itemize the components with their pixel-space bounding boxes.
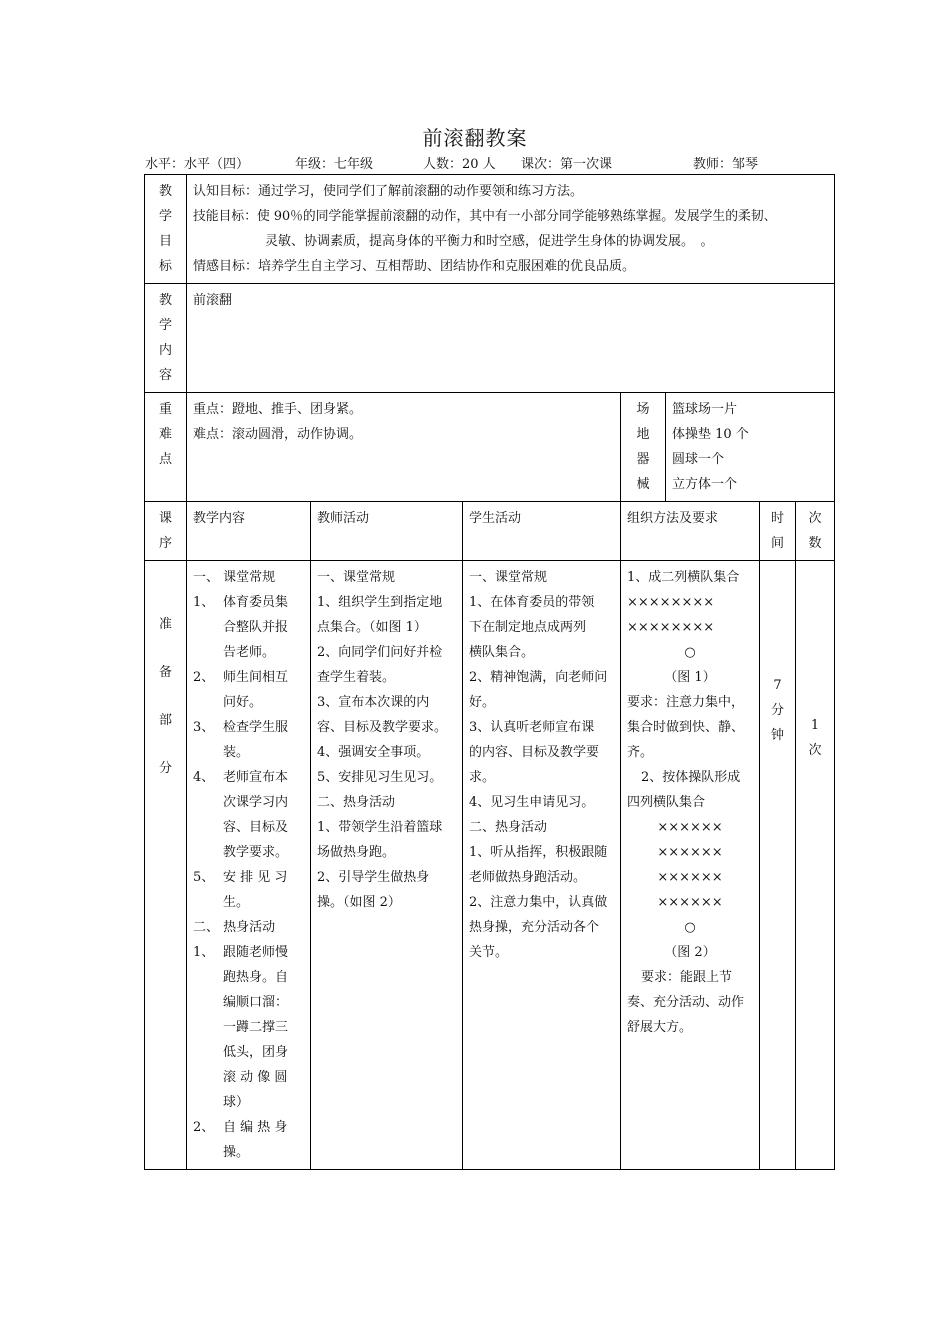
list-item: 1、 跟随老师慢 跑热身。自 编顺口溜： 一蹲二撑三 低头，团身 滚 动 像 圆 球）	[193, 945, 289, 1110]
hard-point: 难点：滚动圆滑，动作协调。	[193, 427, 363, 442]
difficulty-row	[145, 393, 835, 502]
cognitive-goal: 认知目标：通过学习，使同学们了解前滚翻的动作要领和练习方法。	[193, 184, 584, 199]
goals-row	[145, 175, 835, 284]
figure-caption: （图 1）	[664, 670, 716, 685]
list-item: 1、 体育委员集 合整队并报 告老师。	[193, 595, 289, 660]
venue-item: 立方体一个	[672, 477, 738, 492]
venue-item: 圆球一个	[672, 452, 725, 467]
skill-goal-line2: 灵敏、协调素质，提高身体的平衡力和时空感，促进学生身体的协调发展。 。	[265, 234, 714, 249]
list-item: 2、 师生间相互 问好。	[193, 670, 289, 710]
skill-goal-line1: 技能目标：使 90％的同学能掌握前滚翻的动作，其中有一小部分同学能够熟练掌握。发展学生的柔韧、	[193, 209, 777, 224]
venue-item: 体操垫 10 个	[672, 427, 749, 442]
prep-section-heading: 一、 课堂常规	[193, 570, 276, 585]
prep-times-cell: 1 次	[796, 561, 835, 1170]
prep-row	[145, 561, 835, 1170]
content-row	[145, 284, 835, 393]
teacher-position-icon: ○	[684, 645, 696, 660]
key-point: 重点：蹬地、推手、团身紧。	[193, 402, 363, 417]
header-times: 次 数	[796, 502, 835, 561]
venue-item: 篮球场一片	[672, 402, 738, 417]
lesson-plan-table	[144, 174, 835, 1170]
header-student: 学生活动	[463, 502, 621, 561]
header-row	[145, 502, 835, 561]
formation-2-title: 2、按体操队形成	[641, 770, 741, 785]
formation-row: ××××××××	[627, 620, 715, 635]
header-time: 时 间	[760, 502, 796, 561]
header-order: 课 序	[145, 502, 187, 561]
meta-count: 人数：20 人	[423, 157, 496, 172]
prep-label: 准 备 部 分	[145, 561, 187, 1170]
goals-label: 教 学 目 标	[145, 175, 187, 284]
header-org: 组织方法及要求	[621, 502, 760, 561]
content-text: 前滚翻	[193, 293, 233, 308]
header-teacher: 教师活动	[311, 502, 463, 561]
venue-label: 场 地 器 械	[621, 393, 666, 502]
meta-lesson: 课次：第一次课	[521, 157, 613, 172]
meta-grade: 年级：七年级	[295, 157, 374, 172]
formation-row: ××××××××	[627, 595, 715, 610]
difficulty-label: 重 难 点	[145, 393, 187, 502]
venue-cell	[666, 393, 835, 502]
prep-time-cell: 7 分 钟	[760, 561, 796, 1170]
emotion-goal: 情感目标：培养学生自主学习、互相帮助、团结协作和克服困难的优良品质。	[193, 259, 636, 274]
teacher-position-icon: ○	[684, 920, 696, 935]
formation-row: ××××××	[657, 845, 723, 860]
formation-row: ××××××	[657, 820, 723, 835]
meta-level: 水平：水平（四）	[145, 157, 250, 172]
prep-teacher-cell: 一、课堂常规 1、组织学生到指定地 点集合。（如图 1） 2、向同学们问好并检 查学生着装。 3、宣布本次课的内 容、目标及教学要求。 4、强调安全事项。 5、安排见习生见习。 二、热身活动 1、带领学生沿着篮球 场做热身跑。 2、引导学生做热身 操。（如图 2）	[311, 561, 463, 1170]
meta-teacher: 教师：邹琴	[693, 157, 759, 172]
lesson-meta	[145, 153, 835, 171]
list-item: 2、 自 编 热 身 操。	[193, 1120, 288, 1160]
prep-student-cell: 一、课堂常规 1、在体育委员的带领 下在制定地点成两列 横队集合。 2、精神饱满，向老师问 好。 3、认真听老师宣布课 的内容、目标及教学要 求。 4、见习生申请见习。 二、热身活动 1、听从指挥，积极跟随 老师做热身跑活动。 2、注意力集中，认真做 热身操，充分活动各个 关节。	[463, 561, 621, 1170]
list-item: 3、 检查学生服 装。	[193, 720, 289, 760]
content-label: 教 学 内 容	[145, 284, 187, 393]
figure-caption: （图 2）	[664, 945, 716, 960]
formation-row: ××××××	[657, 870, 723, 885]
content-cell	[187, 284, 835, 393]
prep-section-heading: 二、 热身活动	[193, 920, 276, 935]
list-item: 4、 老师宣布本 次课学习内 容、目标及 教学要求。	[193, 770, 289, 860]
formation-1-title: 1、成二列横队集合	[627, 570, 740, 585]
list-item: 5、 安 排 见 习 生。	[193, 870, 288, 910]
document-title: 前滚翻教案	[422, 126, 528, 150]
formation-row: ××××××	[657, 895, 723, 910]
prep-content-cell	[187, 561, 311, 1170]
prep-org-cell: 1、成二列横队集合 ×××××××× ×××××××× ○ （图 1） 要求：注意力集中， 集合时做到快、静、 齐。 2、按体操队形成 四列横队集合 ×××××× ×××××× ×××××× ×××××× ○ （图 2） 要求：能跟上节 奏、充分活动、动作 舒展大方。	[621, 561, 760, 1170]
header-content: 教学内容	[187, 502, 311, 561]
goals-cell	[187, 175, 835, 284]
difficulty-cell	[187, 393, 621, 502]
